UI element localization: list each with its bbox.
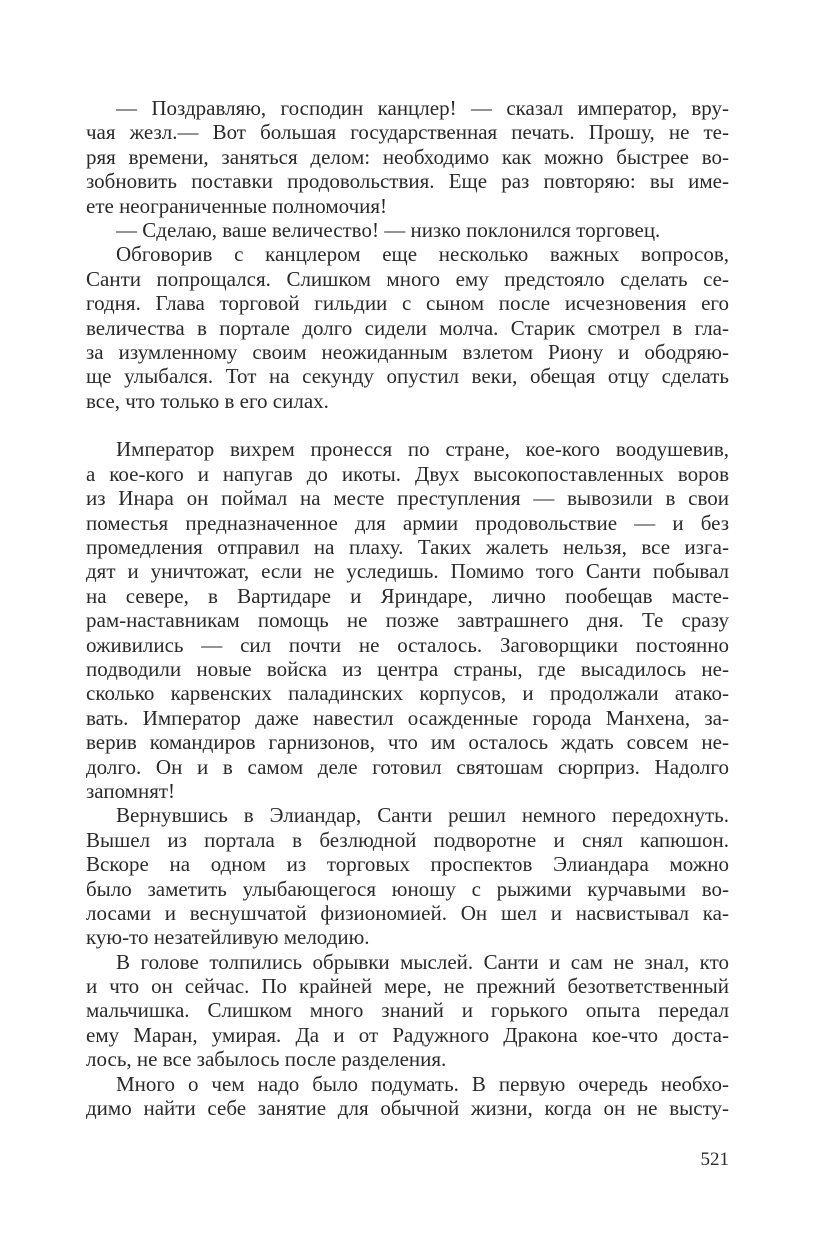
text-line: величества в портале долго сидели молча. Старик смотрел в гла- — [86, 315, 729, 340]
text-line: запомнят! — [86, 778, 176, 803]
paragraph-farewell — [86, 242, 729, 413]
paragraph-thoughts — [86, 950, 729, 1072]
text-line: и что он сейчас. По крайней мере, не прежний безответственный — [86, 974, 729, 999]
text-line: Вернувшись в Элиандар, Санти решил немного передохнуть. — [116, 803, 729, 828]
text-line: а кое-кого и напугав до икоты. Двух высокопоставленных воров — [86, 461, 729, 486]
text-line: верив командиров гарнизонов, что им осталось ждать совсем не- — [86, 730, 729, 755]
text-line: все, что только в его силах. — [86, 388, 329, 413]
text-line: Санти попрощался. Слишком много ему предстояло сделать се- — [86, 266, 729, 291]
text-line: димо найти себе занятие для обычной жизни, когда он не высту- — [86, 1096, 729, 1121]
text-line: — Поздравляю, господин канцлер! — сказал император, вру- — [116, 96, 729, 120]
text-line: за изумленному своим неожиданным взлетом Риону и ободряю- — [86, 339, 729, 364]
text-line: годня. Глава торговой гильдии с сыном после исчезновения его — [86, 291, 729, 316]
paragraph-much-to-think — [86, 1072, 729, 1121]
text-line: Обговорив с канцлером еще несколько важных вопросов, — [116, 242, 729, 267]
text-line: ете неограниченные полномочия! — [86, 193, 388, 218]
text-line: ряя времени, заняться делом: необходимо как можно быстрее во- — [86, 144, 729, 169]
text-line: ще улыбался. Тот на секунду опустил веки, обещая отцу сделать — [86, 364, 729, 389]
paragraph-congratulation — [86, 96, 729, 218]
text-line: долго. Он и в самом деле готовил святошам сюрприз. Надолго — [86, 754, 729, 779]
text-line: сколько карвенских паладинских корпусов, и продолжали атако- — [86, 681, 729, 706]
text-line: — Сделаю, ваше величество! — низко поклонился торговец. — [116, 217, 661, 242]
text-line: на севере, в Вартидаре и Яриндаре, лично пообещав масте- — [86, 583, 729, 608]
text-line: Вскоре на одном из торговых проспектов Элиандара можно — [86, 852, 729, 877]
text-line: Император вихрем пронесся по стране, кое-кого воодушевив, — [116, 437, 729, 462]
page-number: 521 — [700, 1149, 729, 1170]
paragraph-return-eliandar — [86, 803, 729, 949]
page-body — [86, 96, 729, 1120]
text-line: чая жезл.— Вот большая государственная печать. Прошу, не те- — [86, 120, 729, 145]
text-line: оживились — сил почти не осталось. Заговорщики постоянно — [86, 632, 729, 657]
text-line: лось, не все забылось после разделения. — [86, 1047, 447, 1072]
paragraph-reply — [86, 218, 729, 242]
text-line: промедления отправил на плаху. Таких жалеть нельзя, все изга- — [86, 535, 729, 560]
text-line: рам-наставникам помощь не позже завтрашнего дня. Те сразу — [86, 608, 729, 633]
text-line: Много о чем надо было подумать. В первую очередь необхо- — [116, 1071, 729, 1096]
text-line: Вышел из портала в безлюдной подворотне и снял капюшон. — [86, 827, 729, 852]
text-line: мальчишка. Слишком много знаний и горького опыта передал — [86, 998, 729, 1023]
text-line: В голове толпились обрывки мыслей. Санти и сам не знал, кто — [116, 949, 729, 974]
text-line: из Инара он поймал на месте преступления — вывозили в свои — [86, 486, 729, 511]
text-line: дят и уничтожат, если не уследишь. Помимо того Санти побывал — [86, 559, 729, 584]
section-break — [86, 413, 729, 437]
text-line: было заметить улыбающегося юношу с рыжими курчавыми во- — [86, 876, 729, 901]
paragraph-emperor-travels — [86, 437, 729, 803]
text-line: лосами и веснушчатой физиономией. Он шел и насвистывал ка- — [86, 900, 729, 925]
text-line: вать. Император даже навестил осажденные города Манхена, за- — [86, 705, 729, 730]
text-line: зобновить поставки продовольствия. Еще раз повторяю: вы име- — [86, 169, 729, 194]
text-line: ему Маран, умирая. Да и от Радужного Дракона кое-что доста- — [86, 1022, 729, 1047]
text-line: подводили новые войска из центра страны, где высадилось не- — [86, 656, 729, 681]
text-line: поместья предназначенное для армии продовольствие — и без — [86, 510, 729, 535]
text-line: кую-то незатейливую мелодию. — [86, 925, 370, 950]
